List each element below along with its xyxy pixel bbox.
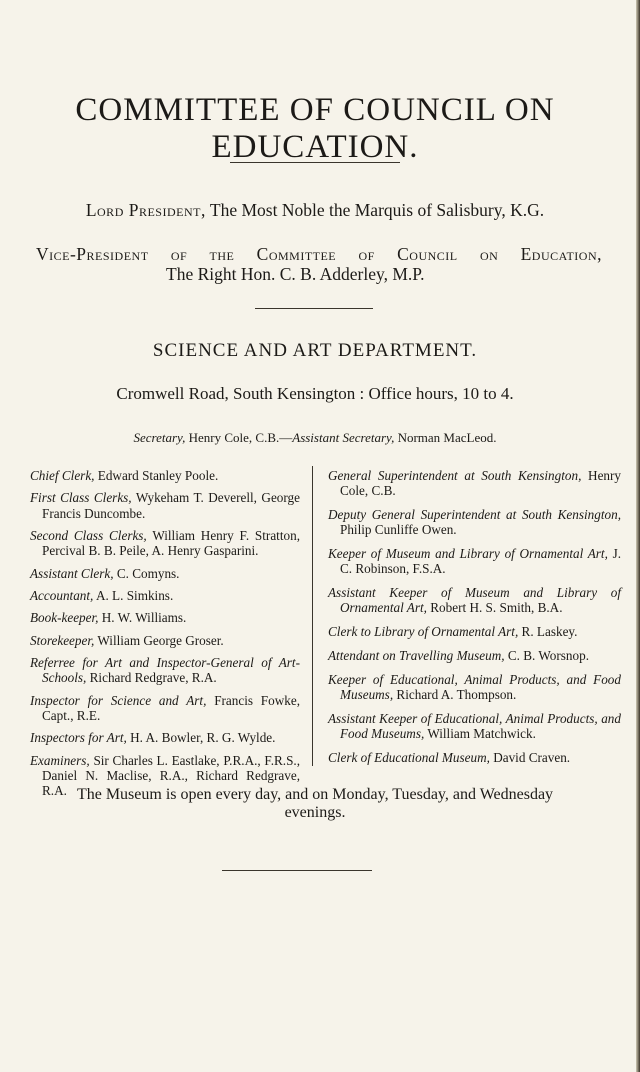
staff-entry [328, 624, 621, 639]
staff-names: Henry Cole, C.B. [340, 468, 622, 499]
staff-title: Inspector for Science and Art, [30, 692, 207, 708]
staff-names: C. Comyns. [116, 565, 180, 581]
museum-hours-line: The Museum is open every day, and on Monday, Tuesday, and Wednesday [76, 786, 554, 803]
staff-names: R. Laskey. [521, 624, 578, 639]
vp-word: the [209, 244, 235, 264]
staff-entry [328, 648, 621, 663]
staff-names: William George Groser. [97, 632, 224, 648]
divider-rule [255, 308, 373, 309]
vp-word: Vice-President [36, 244, 149, 264]
staff-entry [30, 633, 300, 648]
column-divider [312, 466, 313, 766]
staff-title: Clerk to Library of Ornamental Art, [328, 624, 519, 639]
vp-word: Council [397, 244, 458, 264]
staff-title: Examiners, [30, 752, 90, 768]
staff-names: H. A. Bowler, R. G. Wylde. [130, 730, 276, 746]
secretary-name: Henry Cole, C.B.— [188, 430, 293, 445]
vice-president-line [36, 244, 602, 265]
staff-entry [328, 750, 621, 765]
staff-names: Edward Stanley Poole. [97, 468, 219, 483]
staff-title: Keeper of Educational, Animal Products, and Food Museums, [328, 671, 621, 702]
divider-rule [222, 870, 372, 871]
secretary-line [0, 430, 630, 446]
staff-entry [328, 468, 621, 498]
staff-entry [328, 672, 621, 702]
staff-entry [328, 711, 621, 741]
staff-names: J. C. Robinson, F.S.A. [340, 546, 622, 577]
staff-entry [30, 588, 300, 603]
staff-entry [328, 507, 621, 537]
staff-names: H. W. Williams. [101, 610, 187, 626]
staff-entry [30, 730, 300, 745]
office-address: Cromwell Road, South Kensington : Office hours, 10 to 4. [116, 384, 514, 403]
vice-president-name: The Right Hon. C. B. Adderley, M.P. [166, 264, 425, 284]
staff-names: Richard Redgrave, R.A. [89, 670, 217, 686]
staff-title: Second Class Clerks, [30, 527, 147, 543]
staff-entry [30, 655, 300, 685]
page-edge [636, 0, 640, 1072]
staff-title: Clerk of Educational Museum, [328, 749, 490, 765]
staff-names: Sir Charles L. Eastlake, P.R.A., F.R.S., Daniel N. Maclise, R.A., Richard Redgrave, R.A. [42, 752, 301, 799]
staff-title: First Class Clerks, [30, 490, 132, 506]
staff-names: David Craven. [493, 749, 571, 765]
staff-names: Robert H. S. Smith, B.A. [430, 600, 563, 616]
staff-entry [328, 546, 621, 576]
staff-title: Storekeeper, [30, 632, 95, 648]
museum-hours-note [0, 786, 630, 822]
vp-word: of [358, 244, 375, 264]
staff-title: Assistant Keeper of Museum and Library of Ornamental Art, [328, 585, 621, 616]
lord-president-role: Lord President, [85, 200, 206, 220]
assistant-secretary-role: Assistant Secretary, [292, 430, 395, 445]
lord-president-name: The Most Noble the Marquis of Salisbury, K.G. [209, 200, 545, 220]
vp-word: of [170, 244, 188, 264]
staff-column-left [30, 468, 300, 806]
staff-names: Wykeham T. Deverell, George Francis Duncombe. [42, 490, 300, 521]
staff-names: A. L. Simkins. [95, 587, 174, 603]
page-title: COMMITTEE OF COUNCIL ON EDUCATION. [75, 92, 555, 165]
staff-entry [30, 490, 300, 520]
staff-title: Book-keeper, [30, 610, 99, 626]
staff-entry [30, 528, 300, 558]
assistant-secretary-name: Norman MacLeod. [397, 430, 497, 445]
staff-title: Inspectors for Art, [30, 730, 127, 746]
staff-title: Accountant, [30, 587, 94, 603]
museum-hours-line: evenings. [284, 804, 346, 821]
staff-column-right [328, 468, 621, 773]
staff-title: Deputy General Superintendent at South Kensington, [328, 507, 621, 522]
staff-entry [30, 566, 300, 581]
vp-word: Education, [520, 244, 602, 264]
staff-names: William Matchwick. [427, 725, 536, 741]
divider-rule [230, 162, 400, 163]
staff-title: Chief Clerk, [30, 468, 95, 483]
vp-word: on [479, 244, 499, 264]
staff-entry [328, 585, 621, 615]
staff-names: William Henry F. Stratton, Percival B. B. Peile, A. Henry Gasparini. [42, 527, 300, 559]
vp-word: Committee [256, 244, 337, 264]
staff-entry [30, 693, 300, 723]
staff-entry [30, 468, 300, 483]
staff-title: Assistant Clerk, [30, 565, 114, 581]
secretary-role: Secretary, [133, 430, 186, 445]
staff-names: Francis Fowke, Capt., R.E. [42, 692, 301, 723]
staff-title: General Superintendent at South Kensington, [328, 468, 582, 483]
staff-names: Philip Cunliffe Owen. [340, 522, 457, 538]
lord-president-line [0, 200, 630, 221]
staff-title: Keeper of Museum and Library of Ornamental Art, [328, 546, 608, 561]
staff-title: Referree for Art and Inspector-General of Art-Schools, [30, 655, 300, 686]
staff-names: Richard A. Thompson. [396, 686, 517, 702]
staff-title: Assistant Keeper of Educational, Animal Products, and Food Museums, [328, 710, 621, 741]
staff-names: C. B. Worsnop. [507, 647, 589, 663]
staff-entry [30, 610, 300, 625]
department-title: SCIENCE AND ART DEPARTMENT. [152, 340, 478, 361]
staff-title: Attendant on Travelling Museum, [328, 647, 505, 663]
